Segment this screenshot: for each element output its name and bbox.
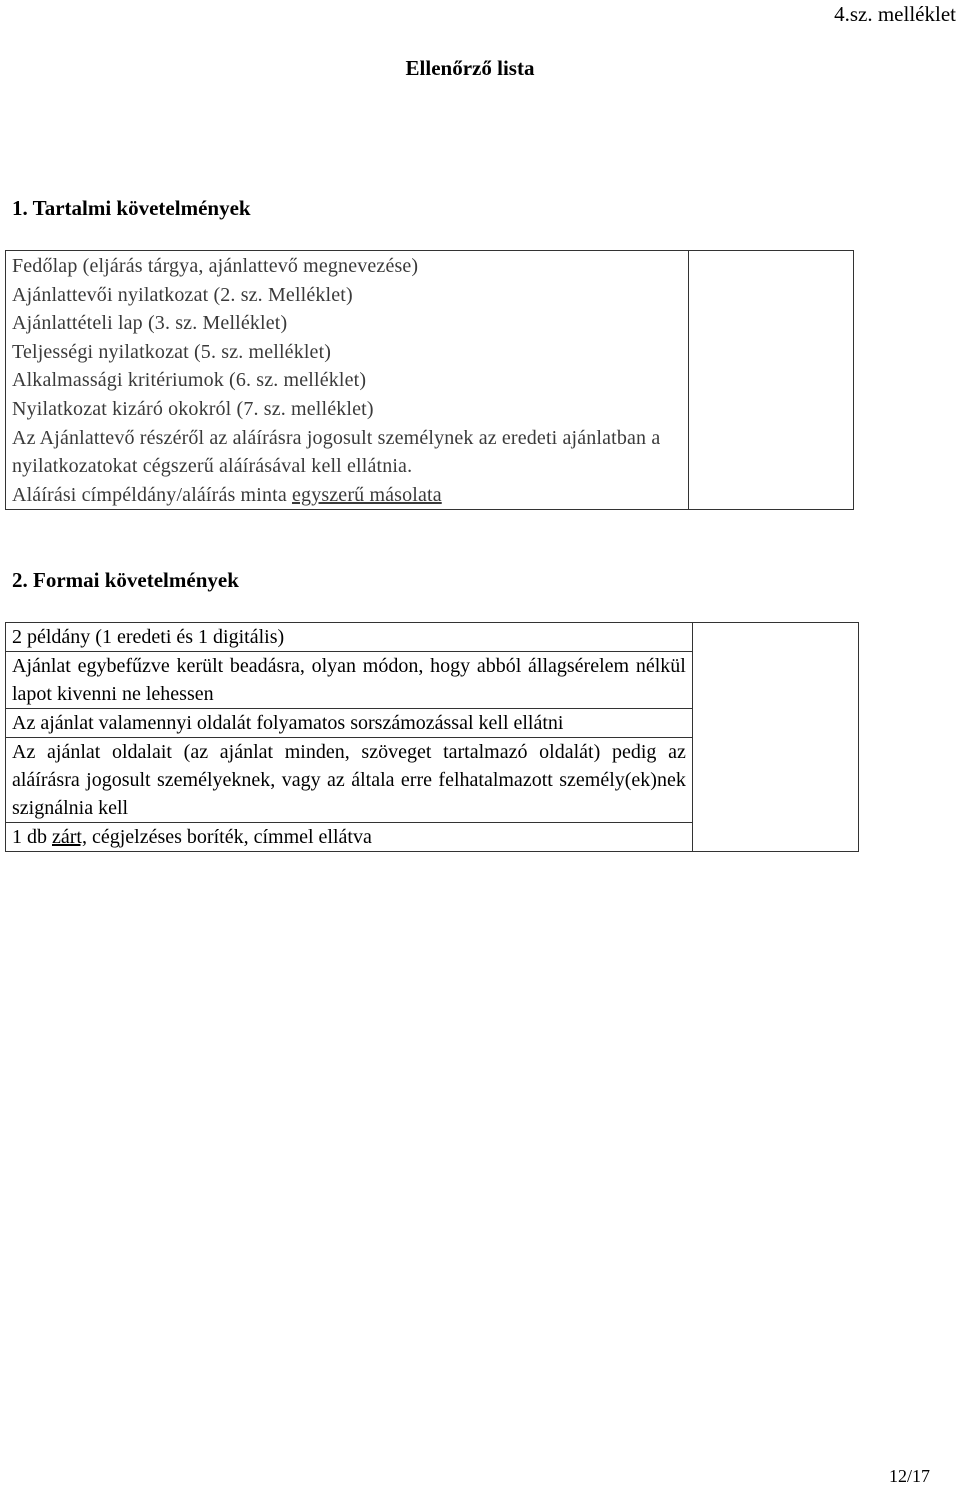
table-row	[6, 623, 859, 652]
requirement-underlined-text: zárt,	[52, 826, 87, 848]
list-item: Alkalmassági kritériumok (6. sz. melléklet)	[12, 369, 367, 392]
list-item	[12, 481, 682, 510]
page-number: 12/17	[888, 1466, 930, 1486]
list-item-underlined-text: egyszerű másolata	[292, 483, 442, 506]
list-item: Fedőlap (eljárás tárgya, ajánlattevő megnevezése)	[12, 255, 419, 277]
requirement-cell: Ajánlat egybefűzve került beadásra, olyan módon, hogy abból állagsérelem nélkül lapot kivenni ne lehessen	[6, 652, 693, 709]
requirement-cell: Az ajánlat valamennyi oldalát folyamatos sorszámozással kell ellátni	[6, 709, 693, 738]
checkbox-cell[interactable]	[692, 623, 858, 852]
checkbox-cell[interactable]	[689, 251, 854, 510]
list-item: Ajánlattételi lap (3. sz. Melléklet)	[12, 312, 288, 335]
requirement-cell	[6, 823, 693, 852]
list-item: Ajánlattevői nyilatkozat (2. sz. Melléklet)	[12, 283, 353, 306]
content-requirements-table	[5, 250, 854, 510]
requirement-text: cégjelzéses boríték, címmel ellátva	[91, 826, 372, 848]
list-item: Nyilatkozat kizáró okokról (7. sz. melléklet)	[12, 397, 374, 420]
requirement-cell: 2 példány (1 eredeti és 1 digitális)	[6, 623, 693, 652]
list-item-text: Aláírási címpéldány/aláírás minta	[12, 483, 287, 506]
requirement-cell: Az ajánlat oldalait (az ajánlat minden, szöveget tartalmazó oldalát) pedig az aláírásra jogosult személyeknek, vagy az általa erre felhatalmazott személy(ek)nek szignálnia kell	[6, 738, 693, 823]
requirement-text: 1 db	[12, 826, 47, 848]
table-row	[6, 251, 854, 510]
section-heading-formal: 2. Formai követelmények	[12, 568, 239, 592]
page-title: Ellenőrző lista	[405, 56, 535, 80]
list-item: Teljességi nyilatkozat (5. sz. melléklet)	[12, 340, 332, 363]
list-item: Az Ajánlattevő részéről az aláírásra jogosult személynek az eredeti ajánlatban a nyilatkozatokat cégszerű aláírásával kell ellátnia.	[12, 426, 661, 478]
formal-requirements-table	[5, 622, 859, 852]
section-heading-content: 1. Tartalmi követelmények	[12, 196, 251, 220]
requirements-list-cell	[6, 251, 689, 510]
annex-label: 4.sz. melléklet	[834, 2, 956, 26]
